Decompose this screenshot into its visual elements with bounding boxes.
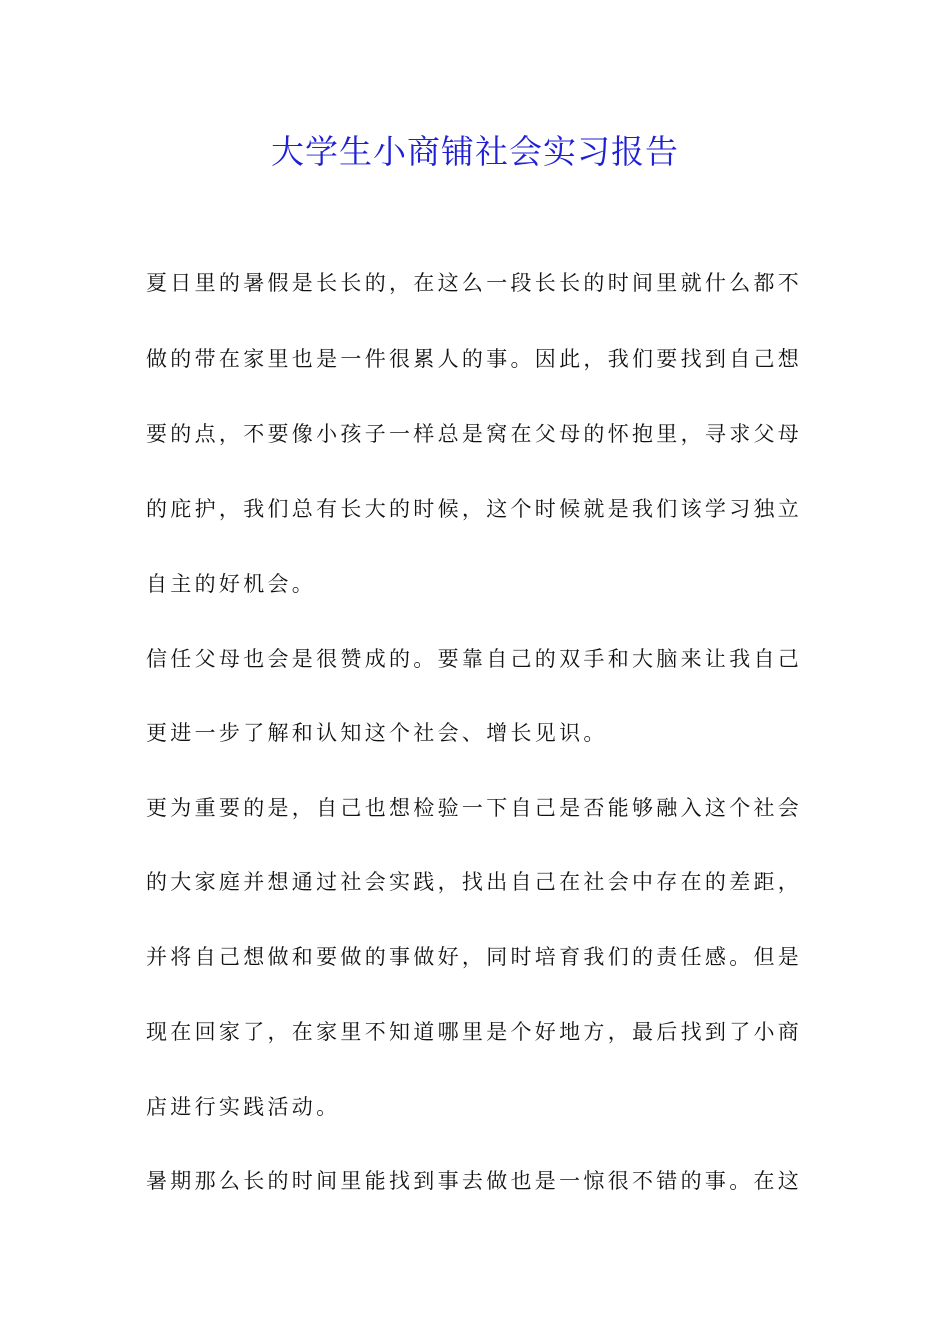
body-line: 暑期那么长的时间里能找到事去做也是一惊很不错的事。在这	[146, 1169, 803, 1193]
body-line: 做的带在家里也是一件很累人的事。因此，我们要找到自己想	[146, 347, 803, 371]
body-line: 更为重要的是，自己也想检验一下自己是否能够融入这个社会	[146, 796, 803, 820]
body-line: 并将自己想做和要做的事做好，同时培育我们的责任感。但是	[146, 945, 803, 969]
body-line: 要的点，不要像小孩子一样总是窝在父母的怀抱里，寻求父母	[146, 422, 803, 446]
body-line: 夏日里的暑假是长长的，在这么一段长长的时间里就什么都不	[146, 271, 803, 295]
body-line: 更进一步了解和认知这个社会、增长见识。	[146, 721, 608, 745]
body-line: 信任父母也会是很赞成的。要靠自己的双手和大脑来让我自己	[146, 647, 803, 671]
body-line: 现在回家了，在家里不知道哪里是个好地方，最后找到了小商	[146, 1020, 803, 1044]
body-line: 店进行实践活动。	[146, 1095, 341, 1119]
body-line: 自主的好机会。	[146, 572, 317, 596]
body-line: 的庇护，我们总有长大的时候，这个时候就是我们该学习独立	[146, 497, 803, 521]
document-title: 大学生小商铺社会实习报告	[271, 132, 679, 171]
body-line: 的大家庭并想通过社会实践，找出自己在社会中存在的差距，	[146, 870, 803, 894]
